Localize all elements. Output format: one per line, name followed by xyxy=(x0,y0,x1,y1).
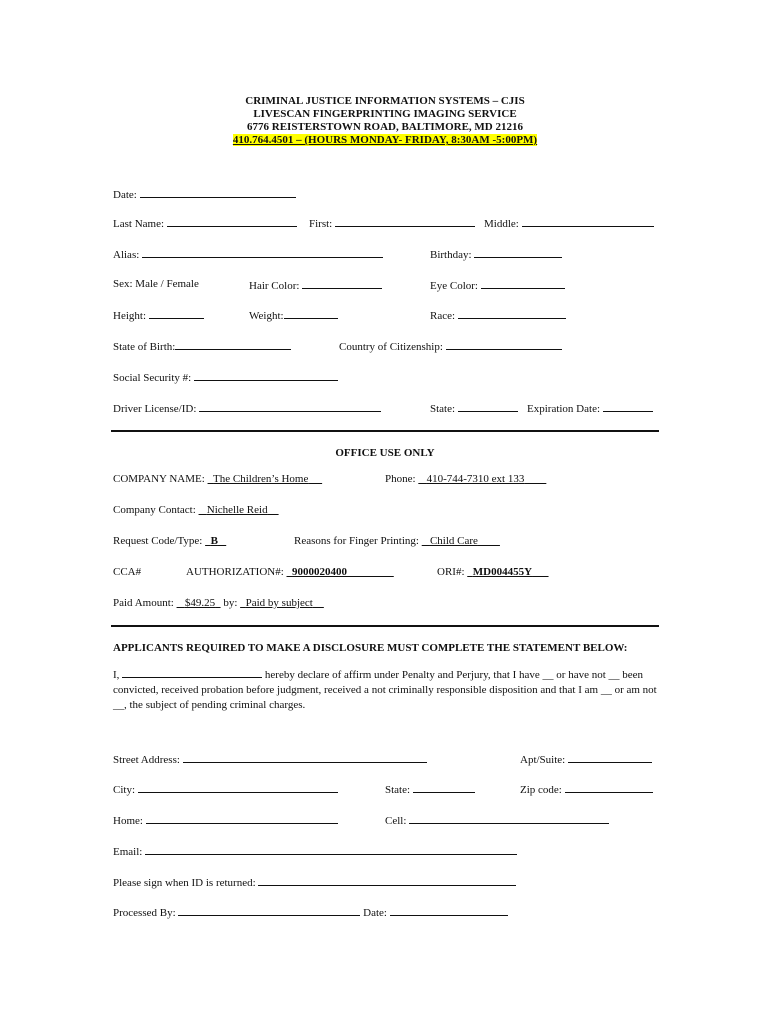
state-of-birth-line[interactable] xyxy=(175,339,291,350)
zip-code-field[interactable] xyxy=(520,782,653,797)
address-state-field[interactable] xyxy=(385,782,475,797)
home-phone-field[interactable] xyxy=(113,813,338,828)
home-phone-line[interactable] xyxy=(146,813,338,824)
street-address-field[interactable] xyxy=(113,752,427,767)
request-code-field xyxy=(113,535,226,548)
first-name-line[interactable] xyxy=(335,216,475,227)
sex-field[interactable]: Sex: Male / Female xyxy=(113,278,199,290)
city-line[interactable] xyxy=(138,782,338,793)
zip-code-label: Zip code: xyxy=(520,784,562,796)
last-name-label: Last Name: xyxy=(113,218,165,230)
last-name-field[interactable] xyxy=(113,216,297,231)
cell-phone-field[interactable] xyxy=(385,813,609,828)
email-line[interactable] xyxy=(145,844,517,855)
apt-suite-label: Apt/Suite: xyxy=(520,754,566,766)
request-code-label: Request Code/Type: xyxy=(113,535,203,547)
processed-date-label: Date: xyxy=(363,907,387,919)
paid-amount-label: Paid Amount: xyxy=(113,597,174,609)
birthday-label: Birthday: xyxy=(430,249,472,261)
ssn-label: Social Security #: xyxy=(113,372,192,384)
driver-license-field[interactable] xyxy=(113,401,381,416)
height-line[interactable] xyxy=(149,308,204,319)
apt-suite-field[interactable] xyxy=(520,752,652,767)
middle-name-label: Middle: xyxy=(484,218,519,230)
company-name-value: The Children’s Home xyxy=(213,473,309,485)
processed-by-label: Processed By: xyxy=(113,907,176,919)
ori-field xyxy=(437,566,549,579)
company-contact-label: Company Contact: xyxy=(113,504,196,516)
city-field[interactable] xyxy=(113,782,338,797)
street-address-label: Street Address: xyxy=(113,754,180,766)
alias-field[interactable] xyxy=(113,247,383,262)
disclosure-name-line[interactable] xyxy=(122,667,262,678)
company-name-field xyxy=(113,473,322,486)
ori-label: ORI#: xyxy=(437,566,465,578)
dl-state-line[interactable] xyxy=(458,401,518,412)
signature-label: Please sign when ID is returned: xyxy=(113,877,256,889)
middle-name-field[interactable] xyxy=(484,216,654,231)
date-field[interactable] xyxy=(113,187,296,202)
eye-color-label: Eye Color: xyxy=(430,280,478,292)
disclosure-statement xyxy=(113,667,661,713)
alias-label: Alias: xyxy=(113,249,140,261)
header-agency: CRIMINAL JUSTICE INFORMATION SYSTEMS – CJIS xyxy=(245,95,525,107)
driver-license-line[interactable] xyxy=(199,401,381,412)
header-address: 6776 REISTERSTOWN ROAD, BALTIMORE, MD 21216 xyxy=(247,121,523,133)
country-line[interactable] xyxy=(446,339,562,350)
paid-amount-value: $49.25 xyxy=(184,597,216,609)
height-field[interactable] xyxy=(113,308,204,323)
race-line[interactable] xyxy=(458,308,566,319)
header-hours-text: 410.764.4501 – (HOURS MONDAY- FRIDAY, 8:30AM -5:00PM) xyxy=(232,134,538,146)
section-divider-2 xyxy=(111,625,659,627)
email-label: Email: xyxy=(113,846,143,858)
expiration-field[interactable] xyxy=(527,401,653,416)
expiration-line[interactable] xyxy=(603,401,653,412)
city-label: City: xyxy=(113,784,136,796)
header-service: LIVESCAN FINGERPRINTING IMAGING SERVICE xyxy=(253,108,517,120)
first-name-field[interactable] xyxy=(309,216,475,231)
country-field[interactable] xyxy=(339,339,562,354)
state-of-birth-field[interactable] xyxy=(113,339,291,354)
paid-by-value: Paid by subject xyxy=(245,597,313,609)
home-phone-label: Home: xyxy=(113,815,143,827)
company-contact-value: Nichelle Reid xyxy=(206,504,268,516)
hair-color-label: Hair Color: xyxy=(249,280,300,292)
weight-line[interactable] xyxy=(284,308,338,319)
disclosure-title: APPLICANTS REQUIRED TO MAKE A DISCLOSURE MUST COMPLETE THE STATEMENT BELOW: xyxy=(113,642,628,654)
signature-field[interactable] xyxy=(113,875,516,890)
first-name-label: First: xyxy=(309,218,333,230)
hair-color-field[interactable] xyxy=(249,278,382,293)
race-label: Race: xyxy=(430,310,456,322)
middle-name-line[interactable] xyxy=(522,216,654,227)
company-contact-field xyxy=(113,504,279,517)
ori-value: MD004455Y xyxy=(472,566,533,578)
birthday-field[interactable] xyxy=(430,247,562,262)
address-state-label: State: xyxy=(385,784,411,796)
disclosure-i-label: I, xyxy=(113,669,120,681)
height-label: Height: xyxy=(113,310,146,322)
disclosure-text: hereby declare of affirm under Penalty and Perjury, that I have __ or have not __ been convicted, received probation before judgment, received a not criminally responsible disposition and that I am __ or am not __, the subject of pending criminal charges. xyxy=(113,669,657,711)
phone-value: 410-744-7310 ext 133 xyxy=(426,473,525,485)
signature-line[interactable] xyxy=(258,875,516,886)
reasons-label: Reasons for Finger Printing: xyxy=(294,535,419,547)
phone-label: Phone: xyxy=(385,473,416,485)
section-divider-1 xyxy=(111,430,659,432)
apt-suite-line[interactable] xyxy=(568,752,652,763)
cell-phone-line[interactable] xyxy=(409,813,609,824)
request-code-value: B xyxy=(210,535,218,547)
dl-state-field[interactable] xyxy=(430,401,518,416)
birthday-line[interactable] xyxy=(474,247,562,258)
authorization-label: AUTHORIZATION#: xyxy=(186,566,284,578)
driver-license-label: Driver License/ID: xyxy=(113,403,197,415)
cell-phone-label: Cell: xyxy=(385,815,407,827)
zip-code-line[interactable] xyxy=(565,782,653,793)
authorization-value: 9000020400 xyxy=(292,566,348,578)
weight-label: Weight: xyxy=(249,310,284,322)
cca-label: CCA# xyxy=(113,566,142,578)
paid-amount-field xyxy=(113,597,324,610)
company-name-label: COMPANY NAME: xyxy=(113,473,205,485)
expiration-label: Expiration Date: xyxy=(527,403,601,415)
dl-state-label: State: xyxy=(430,403,456,415)
processed-by-line[interactable] xyxy=(178,905,360,916)
email-field[interactable] xyxy=(113,844,517,859)
office-use-title: OFFICE USE ONLY xyxy=(335,447,435,459)
date-line[interactable] xyxy=(140,187,296,198)
phone-field xyxy=(385,473,546,486)
eye-color-line[interactable] xyxy=(481,278,565,289)
address-state-line[interactable] xyxy=(413,782,475,793)
last-name-line[interactable] xyxy=(167,216,297,227)
eye-color-field[interactable] xyxy=(430,278,565,293)
header-hours xyxy=(0,134,770,147)
date-label: Date: xyxy=(113,189,137,201)
authorization-field xyxy=(186,566,394,579)
reasons-value: Child Care xyxy=(429,535,478,547)
hair-color-line[interactable] xyxy=(302,278,382,289)
processed-date-line[interactable] xyxy=(390,905,508,916)
processed-by-field[interactable] xyxy=(113,905,508,920)
alias-line[interactable] xyxy=(142,247,383,258)
street-address-line[interactable] xyxy=(183,752,427,763)
ssn-field[interactable] xyxy=(113,370,338,385)
reasons-field xyxy=(294,535,500,548)
ssn-line[interactable] xyxy=(194,370,338,381)
paid-by-label: by: xyxy=(223,597,238,609)
weight-field[interactable] xyxy=(249,308,338,323)
race-field[interactable] xyxy=(430,308,566,323)
state-of-birth-label: State of Birth: xyxy=(113,341,176,353)
country-label: Country of Citizenship: xyxy=(339,341,443,353)
